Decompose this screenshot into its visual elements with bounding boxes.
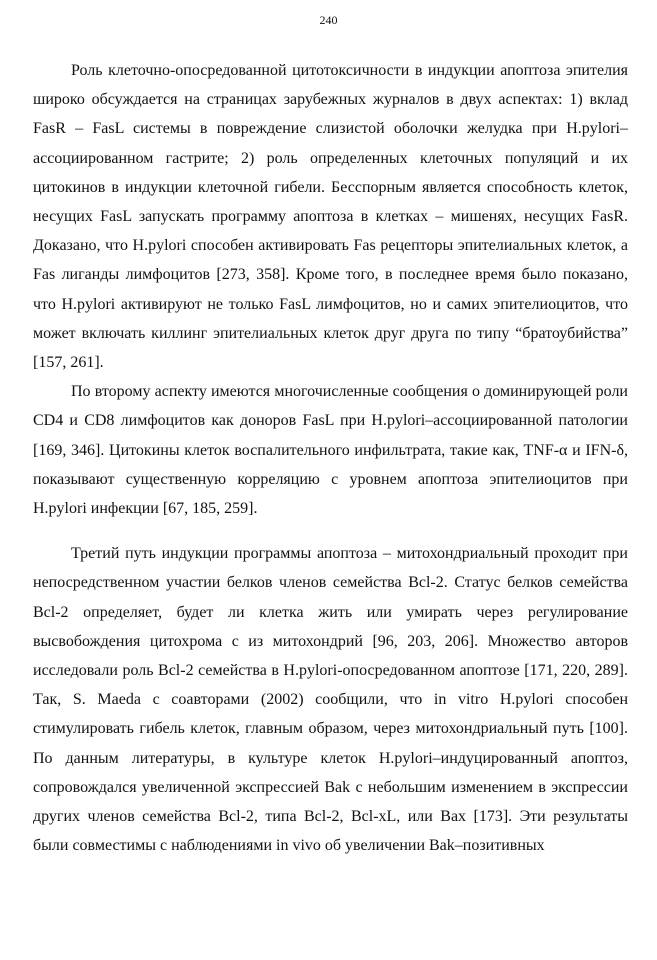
paragraph-1: Роль клеточно-опосредованной цитотоксичности в индукции апоптоза эпителия широко обсуждается на страницах зарубежных журналов в двух аспектах: 1) вклад FasR – FasL системы в повреждение слизистой оболочки желудка при H.pylori–ассоциированном гастрите; 2) роль определенных клеточных популяций и их цитокинов в индукции клеточной гибели. Бесспорным является способность клеток, несущих FasL запускать программу апоптоза в клетках – мишенях, несущих FasR. Доказано, что H.pylori способен активировать Fas рецепторы эпителиальных клеток, а Fas лиганды лимфоцитов [273, 358]. Кроме того, в последнее время было показано, что H.pylori активируют не только FasL лимфоцитов, но и самих эпителиоцитов, что может включать киллинг эпителиальных клеток друг друга по типу “братоубийства” [157, 261].: [33, 62, 628, 372]
page-number: 240: [319, 13, 338, 27]
paragraph-3: Третий путь индукции программы апоптоза – митохондриальный проходит при непосредственном участии белков членов семейства Bcl-2. Статус белков семейства Bcl-2 определяет, будет ли клетка жить или умирать через регулирование высвобождения цитохрома с из митохондрий [96, 203, 206]. Множество авторов исследовали роль Bcl-2 семейства в H.pylori-опосредованном апоптозе [171, 220, 289]. Так, S. Maeda с соавторами (2002) сообщили, что in vitro H.pylori способен стимулировать гибель клеток, главным образом, через митохондриальный путь [100]. По данным литературы, в культуре клеток H.pylori–индуцированный апоптоз, сопровождался увеличенной экспрессией Bak с небольшим изменением в экспрессии других членов семейства Bcl-2, типа Bcl-2, Bcl-xL, или Bax [173]. Эти результаты были совместимы с наблюдениями in vivo об увеличении Bak–позитивных: [33, 545, 628, 855]
paragraph-gap: [33, 523, 628, 539]
body-text: [33, 56, 628, 860]
paragraph-2: По второму аспекту имеются многочисленные сообщения о доминирующей роли CD4 и CD8 лимфоцитов как доноров FasL при H.pylori–ассоциированной патологии [169, 346]. Цитокины клеток воспалительного инфильтрата, такие как, TNF-α и IFN-δ, показывают существенную корреляцию с уровнем апоптоза эпителиоцитов при H.pylori инфекции [67, 185, 259].: [33, 383, 628, 518]
